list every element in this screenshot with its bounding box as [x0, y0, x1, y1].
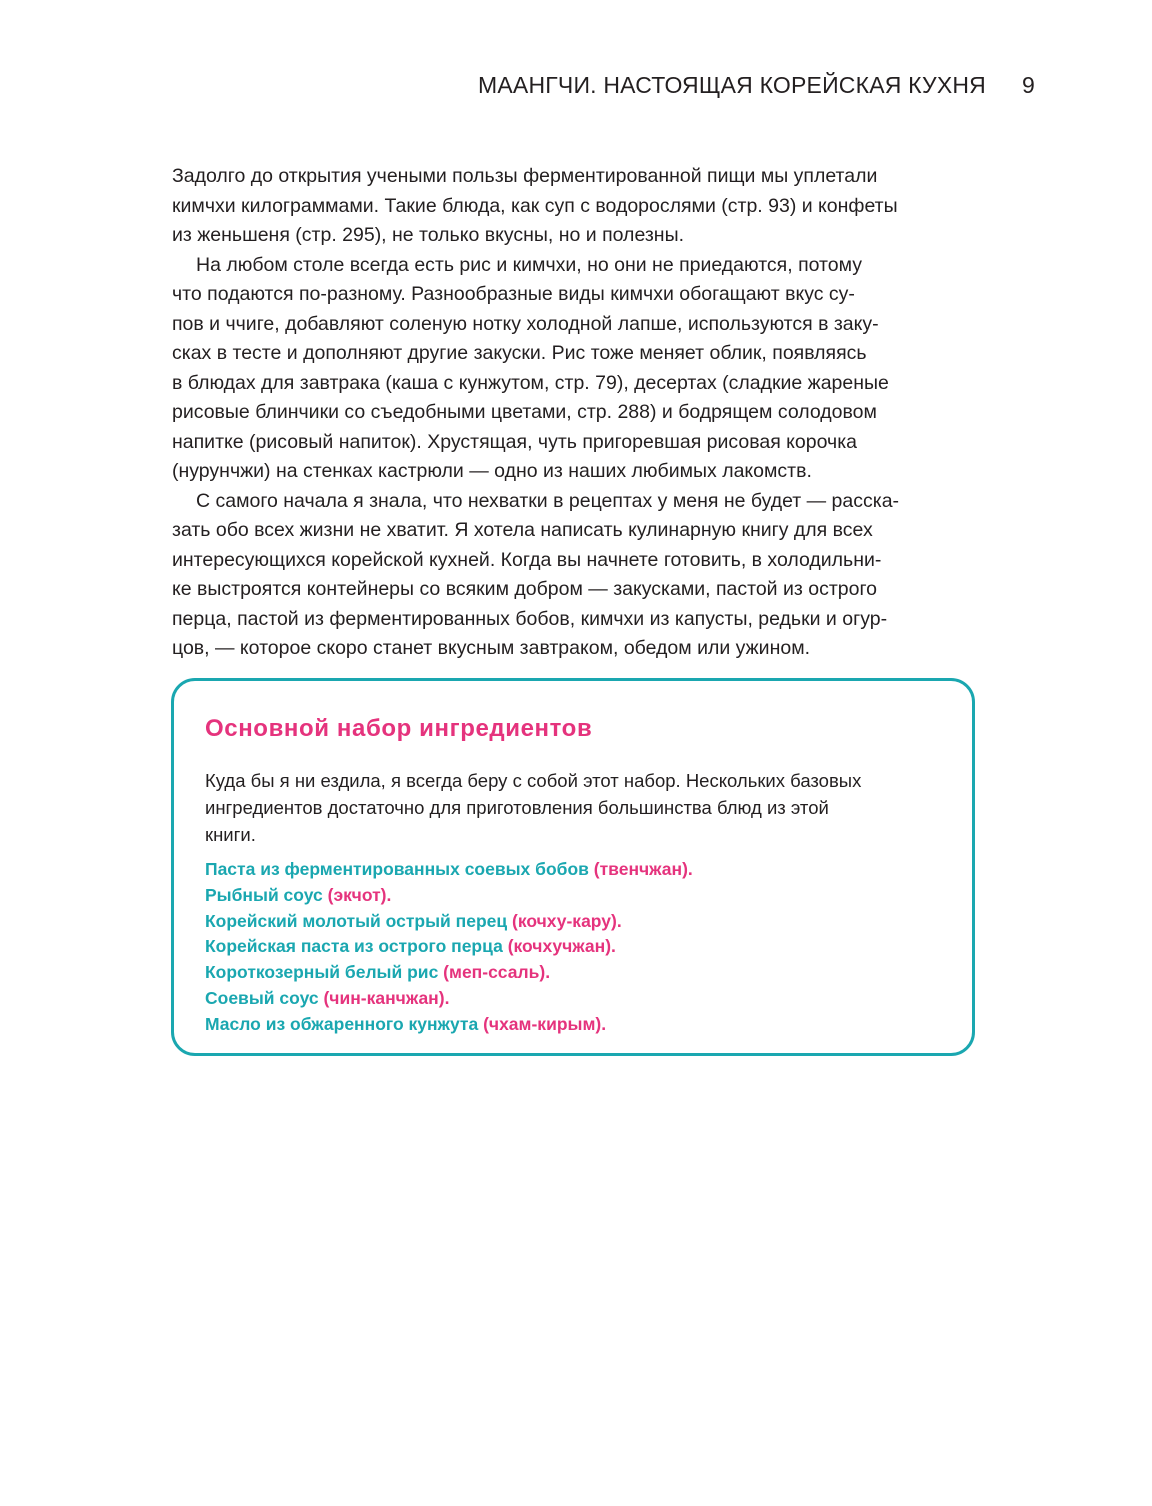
body-text — [172, 162, 972, 664]
text-line: в блюдах для завтрака (каша с кунжутом, стр. 79), десертах (сладкие жареные — [172, 371, 889, 394]
text-line: из женьшеня (стр. 295), не только вкусны, но и полезны. — [172, 224, 684, 246]
ingredient-korean-name: (чин-канчжан). — [323, 987, 450, 1008]
ingredients-sidebar — [171, 678, 975, 1056]
text-line: Задолго до открытия учеными пользы ферментированной пищи мы уплетали — [172, 165, 878, 187]
paragraph-2 — [172, 251, 972, 487]
text-line: цов, — которое скоро станет вкусным завтраком, обедом или ужином. — [172, 637, 811, 659]
ingredient-item — [205, 960, 945, 986]
intro-line: книги. — [205, 824, 256, 845]
ingredient-item — [205, 934, 945, 960]
ingredient-name: Короткозерный белый рис — [205, 962, 444, 983]
text-line: На любом столе всегда есть рис и кимчхи, но они не приедаются, потому — [196, 253, 862, 276]
ingredient-name: Соевый соус — [205, 987, 324, 1008]
ingredient-item — [205, 857, 945, 883]
text-line: что подаются по-разному. Разнообразные виды кимчхи обогащают вкус су- — [172, 283, 855, 305]
text-line: (нурунчжи) на стенках кастрюли — одно из наших любимых лакомств. — [172, 460, 812, 482]
text-line: сках в тесте и дополняют другие закуски. Рис тоже меняет облик, появляясь — [172, 342, 867, 364]
ingredient-korean-name: (твенчжан). — [593, 859, 693, 879]
text-line: С самого начала я знала, что нехватки в рецептах у меня не будет — расска- — [196, 489, 900, 512]
running-title: МААНГЧИ. НАСТОЯЩАЯ КОРЕЙСКАЯ КУХНЯ — [478, 72, 986, 98]
text-line: рисовые блинчики со съедобными цветами, стр. 288) и бодрящем солодовом — [172, 401, 877, 423]
intro-line: ингредиентов достаточно для приготовления большинства блюд из этой — [205, 797, 829, 818]
ingredient-name: Корейская паста из острого перца — [205, 936, 508, 957]
ingredient-korean-name: (кочху-кару). — [512, 910, 622, 931]
text-line: кимчхи килограммами. Такие блюда, как суп с водорослями (стр. 93) и конфеты — [172, 194, 898, 217]
ingredient-item — [205, 909, 945, 935]
intro-line: Куда бы я ни ездила, я всегда беру с собой этот набор. Нескольких базовых — [205, 770, 862, 791]
ingredient-item — [205, 883, 945, 909]
text-line: ке выстроятся контейнеры со всяким добром — закусками, пастой из острого — [172, 578, 877, 600]
text-line: перца, пастой из ферментированных бобов, кимчхи из капусты, редьки и огур- — [172, 607, 888, 630]
running-header — [0, 72, 1152, 106]
ingredient-name: Паста из ферментированных соевых бобов — [205, 859, 594, 879]
ingredient-name: Масло из обжаренного кунжута — [205, 1013, 484, 1034]
ingredient-korean-name: (чхам-кирым). — [483, 1013, 607, 1034]
ingredient-item — [205, 986, 945, 1012]
ingredient-korean-name: (экчот). — [327, 884, 392, 905]
paragraph-3 — [172, 487, 972, 664]
ingredient-korean-name: (меп-ссаль). — [443, 962, 551, 983]
text-line: зать обо всех жизни не хватит. Я хотела написать кулинарную книгу для всех — [172, 519, 873, 541]
ingredient-name: Рыбный соус — [205, 884, 328, 905]
page-number: 9 — [1022, 72, 1035, 98]
text-line: интересующихся корейской кухней. Когда вы начнете готовить, в холодильни- — [172, 548, 882, 571]
sidebar-intro — [205, 767, 945, 848]
paragraph-1 — [172, 162, 972, 251]
sidebar-title: Основной набор ингредиентов — [205, 715, 593, 742]
ingredient-list — [205, 857, 945, 1038]
ingredient-name: Корейский молотый острый перец — [205, 910, 513, 931]
ingredient-korean-name: (кочхучжан). — [507, 936, 616, 957]
text-line: напитке (рисовый напиток). Хрустящая, чуть пригоревшая рисовая корочка — [172, 430, 858, 453]
text-line: пов и ччиге, добавляют соленую нотку холодной лапше, используются в заку- — [172, 312, 879, 335]
ingredient-item — [205, 1012, 945, 1038]
